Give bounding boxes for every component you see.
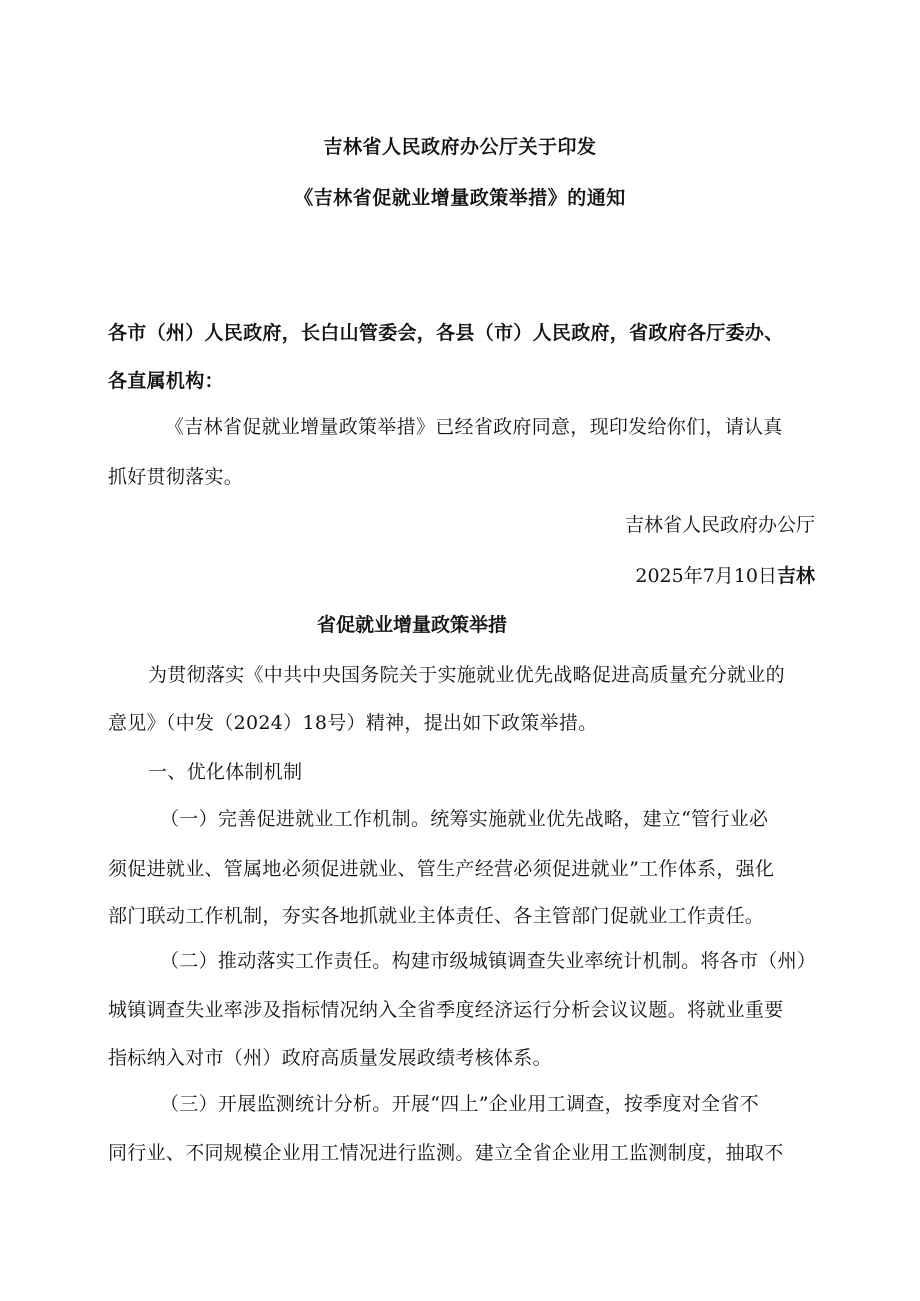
item-2-line-1: （二）推动落实工作责任。构建市级城镇调查失业率统计机制。将各市（州） [160, 950, 817, 972]
intro-line-1: 《吉林省促就业增量政策举措》已经省政府同意，现印发给你们，请认真 [165, 416, 783, 438]
intro-line-2: 抓好贯彻落实。 [108, 466, 244, 488]
subtitle: 省促就业增量政策举措 [316, 614, 507, 636]
item-2-line-3: 指标纳入对市（州）政府高质量发展政绩考核体系。 [108, 1047, 552, 1069]
item-1-line-2: 须促进就业、管属地必须促进就业、管生产经营必须促进就业”工作体系，强化 [108, 858, 775, 880]
body-p1-line-2: 意见》（中发（2024）18号）精神，提出如下政策举措。 [108, 712, 598, 734]
signature-date: 2025年7月10日 [635, 565, 777, 587]
section-heading-1: 一、优化体制机制 [148, 761, 303, 783]
addressee-line-2: 各直属机构： [108, 370, 224, 392]
document-title-line-2: 《吉林省促就业增量政策举措》的通知 [294, 187, 626, 209]
signature-date-line [635, 561, 815, 588]
signature-date-tail: 吉林 [776, 565, 815, 587]
addressee-line-1: 各市（州）人民政府，长白山管委会，各县（市）人民政府，省政府各厅委办、 [108, 322, 784, 344]
item-3-line-1: （三）开展监测统计分析。开展“四上”企业用工调查，按季度对全省不 [160, 1093, 760, 1115]
document-title-line-1: 吉林省人民政府办公厅关于印发 [323, 136, 597, 158]
item-3-line-2: 同行业、不同规模企业用工情况进行监测。建立全省企业用工监测制度，抽取不 [108, 1142, 784, 1164]
item-1-line-1: （一）完善促进就业工作机制。统筹实施就业优先战略，建立“管行业必 [160, 808, 769, 830]
item-2-line-2: 城镇调查失业率涉及指标情况纳入全省季度经济运行分析会议议题。将就业重要 [108, 999, 784, 1021]
body-p1-line-1: 为贯彻落实《中共中央国务院关于实施就业优先战略促进高质量充分就业的 [148, 664, 785, 686]
item-1-line-3: 部门联动工作机制，夯实各地抓就业主体责任、各主管部门促就业工作责任。 [108, 905, 765, 927]
signature-issuer: 吉林省人民政府办公厅 [624, 514, 815, 536]
